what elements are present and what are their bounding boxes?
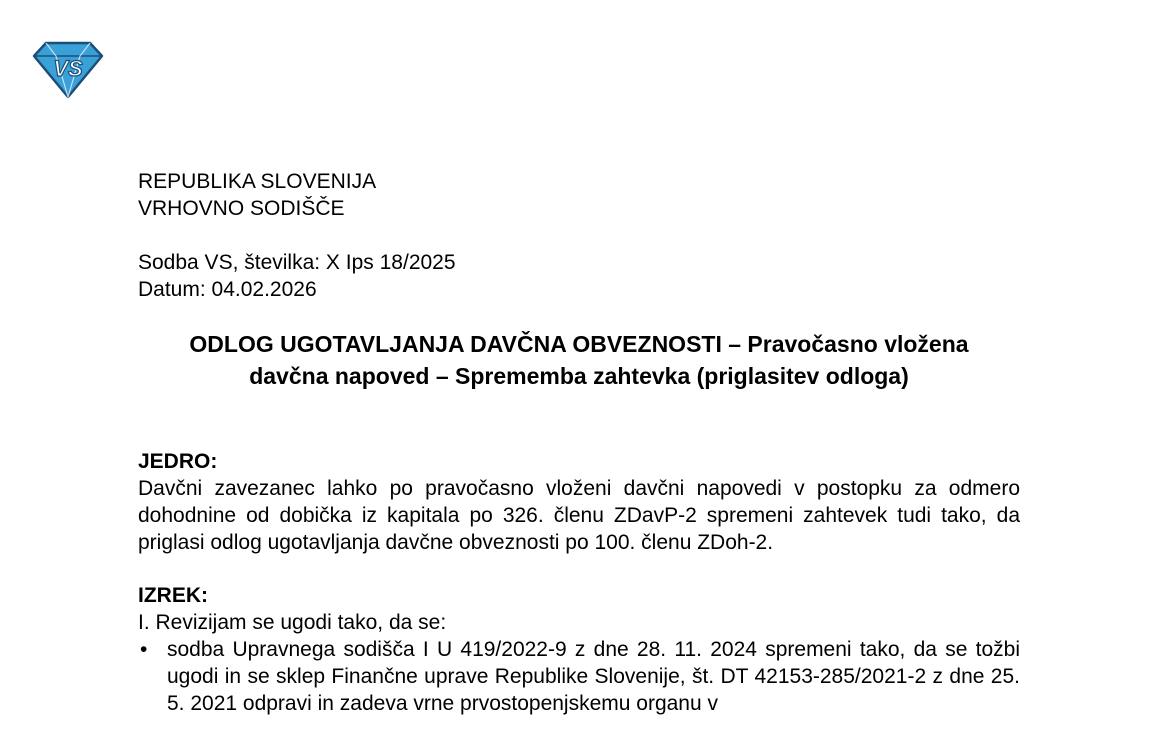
jedro-heading: JEDRO: <box>138 450 218 473</box>
list-item <box>138 636 1020 717</box>
case-number: Sodba VS, številka: X Ips 18/2025 <box>138 251 456 274</box>
case-date: Datum: 04.02.2026 <box>138 278 317 301</box>
izrek-heading: IZREK: <box>138 584 208 607</box>
court-name: VRHOVNO SODIŠČE <box>138 197 345 220</box>
document-title: ODLOG UGOTAVLJANJA DAVČNA OBVEZNOSTI – Pravočasno vložena davčna napoved – Sprememba zahtevka (priglasitev odloga) <box>189 331 969 389</box>
izrek-intro: I. Revizijam se ugodi tako, da se: <box>138 611 447 634</box>
svg-text:VS: VS <box>53 56 83 81</box>
bullet-icon: • <box>140 638 148 661</box>
izrek-bullet-list <box>138 636 1020 717</box>
vs-logo-icon <box>32 40 104 100</box>
jedro-text: Davčni zavezanec lahko po pravočasno vloženi davčni napovedi v postopku za odmero dohodnine od dobička iz kapitala po 326. členu ZDavP-2 spremeni zahtevek tudi tako, da priglasi odlog ugotavljanja davčne obveznosti po 100. členu ZDoh-2. <box>138 477 1020 554</box>
republic-name: REPUBLIKA SLOVENIJA <box>138 170 377 193</box>
bullet-text: sodba Upravnega sodišča I U 419/2022-9 z dne 28. 11. 2024 spremeni tako, da se tožbi ugodi in se sklep Finančne uprave Republike Slovenije, št. DT 42153-285/2021-2 z dne 25. 5. 2021 odpravi in zadeva vrne prvostopenjskemu organu v <box>167 638 1020 715</box>
document-body <box>138 168 1020 717</box>
